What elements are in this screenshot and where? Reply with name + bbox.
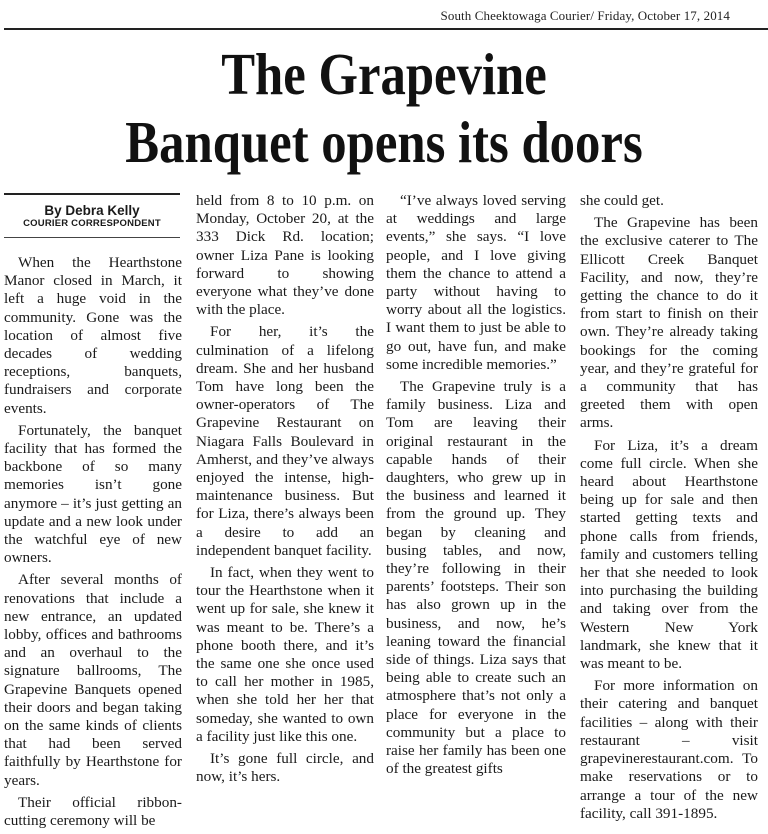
paragraph: For her, it’s the culmination of a lifelong dream. She and her husband Tom have long been the owner-operators of The Grapevine Restaurant on Niagara Falls Boulevard in Amherst, and they’ve always enjoyed the intense, high-maintenance business. But for Liza, there’s always been a desire to add an independent banquet facility. <box>196 323 374 559</box>
paragraph: After several months of renovations that include a new entrance, an updated lobby, offices and bathrooms and an overhaul to the signature ballrooms, The Grapevine Banquets opened their doors and began taking on the same kinds of clients that had been served faithfully by Hearthstone for years. <box>4 571 182 789</box>
paragraph: For more information on their catering and banquet facilities – along with their restaurant – visit grapevinerestaurant.com. To make reservations or to arrange a tour of the new facility, call 391-1895. <box>580 677 758 822</box>
article-column-4 <box>580 192 758 827</box>
dateline: South Cheektowaga Courier/ Friday, October 17, 2014 <box>440 8 730 23</box>
article-column-3 <box>386 192 566 783</box>
page-header <box>4 6 768 30</box>
byline <box>4 193 180 238</box>
paragraph: It’s gone full circle, and now, it’s hers. <box>196 750 374 786</box>
paragraph: When the Hearthstone Manor closed in March, it left a huge void in the community. Gone was the location of almost five decades of wedding receptions, banquets, fundraisers and corporate events. <box>4 254 182 417</box>
byline-name: By Debra Kelly <box>44 203 140 218</box>
paragraph: Their official ribbon-cutting ceremony will be <box>4 793 182 830</box>
article-column-2 <box>196 192 374 791</box>
paragraph: The Grapevine has been the exclusive caterer to The Ellicott Creek Banquet Facility, and now, they’re getting the chance to do it from start to finish on their own. They’re already taking bookings for the coming year, and they’re grateful for a community that has greeted them with open arms. <box>580 214 758 432</box>
paragraph: For Liza, it’s a dream come full circle. When she heard about Hearthstone being up for sale and then started getting texts and phone calls from friends, family and customers telling her that she needed to look into purchasing the building and taking over from the Western New York landmark, she knew that it was meant to be. <box>580 436 758 673</box>
paragraph: The Grapevine truly is a family business. Liza and Tom are leaving their original restaurant in the capable hands of their daughters, who grew up in the business and learned it from the ground up. They began by cleaning and busing tables, and now, they’re following in their parents’ footsteps. Their son has also grown up in the business, and now, he’s leaning toward the financial side of things. Liza says that being able to create such an atmosphere that’s not only a place for everyone in the community but a place to raise her family has been one of the greatest gifts <box>386 378 566 778</box>
headline-line-1: The Grapevine <box>221 41 547 107</box>
byline-role: COURIER CORRESPONDENT <box>23 218 161 229</box>
headline-line-2: Banquet opens its doors <box>125 109 643 175</box>
paragraph: In fact, when they went to tour the Hearthstone when it went up for sale, she knew it was meant to be. There’s a phone booth there, and it’s the same one she once used to call her mother in 1985, when she told her her that someday, she wanted to own a facility just like this one. <box>196 564 374 745</box>
article-column-1 <box>4 254 182 834</box>
paragraph: “I’ve always loved serving at weddings and large events,” she says. “I love people, and I love giving them the chance to attend a party without having to worry about all the logistics. I want them to just be able to go out, have fun, and make some incredible memories.” <box>386 192 566 373</box>
paragraph: held from 8 to 10 p.m. on Monday, October 20, at the 333 Dick Rd. location; owner Liza Pane is looking forward to showing everyone what they’ve done with the place. <box>196 192 374 319</box>
headline <box>54 40 714 176</box>
paragraph: she could get. <box>580 192 664 209</box>
paragraph: Fortunately, the banquet facility that has formed the backbone of so many memories isn’t gone anymore – it’s just getting an update and a new look under the watchful eye of new owners. <box>4 421 182 567</box>
